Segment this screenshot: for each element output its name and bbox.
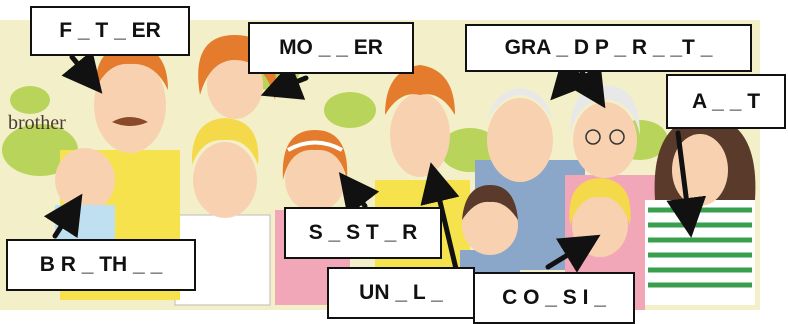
aunt-label: A _ _ T — [666, 74, 786, 129]
uncle-label: UN _ L _ — [327, 267, 475, 319]
father-label: F _ T _ ER — [30, 6, 190, 56]
grandparents-label: GRA _ D P _ R _ _T _ — [465, 24, 752, 72]
cousin-label: C O _ S I _ — [473, 272, 635, 324]
sister-label: S _ S T _ R — [284, 207, 442, 259]
brother-caption: brother — [8, 112, 66, 134]
mother-label: MO _ _ ER — [248, 22, 414, 74]
brother-label: B R _ TH _ _ — [6, 239, 196, 291]
baby-brother-figure — [55, 148, 115, 250]
